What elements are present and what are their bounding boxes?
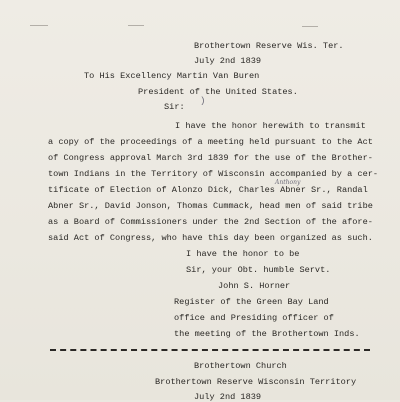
- footer-line-2: Brothertown Reserve Wisconsin Territory: [155, 377, 357, 387]
- body-line-3: of Congress approval March 3rd 1839 for the use of the Brother-: [48, 153, 373, 163]
- closing-line-1: I have the honor to be: [186, 249, 300, 259]
- margin-mark-left: [30, 25, 48, 26]
- dashed-divider: [50, 349, 370, 351]
- letter-date: July 2nd 1839: [194, 56, 262, 66]
- salutation: Sir:: [164, 102, 185, 112]
- body-line-1: I have the honor herewith to transmit: [175, 121, 366, 131]
- signer-title-line-1: Register of the Green Bay Land: [174, 297, 329, 307]
- body-line-5: tificate of Election of Alonzo Dick, Charles Abner Sr., Randal: [48, 185, 368, 195]
- signer-title-line-2: office and Presiding officer of: [174, 313, 334, 323]
- handwritten-interlineation: Anthony: [275, 179, 301, 186]
- closing-line-2: Sir, your Obt. humble Servt.: [186, 265, 331, 275]
- body-line-7: as a Board of Commissioners under the 2nd Section of the afore-: [48, 217, 373, 227]
- footer-line-3: July 2nd 1839: [194, 392, 262, 402]
- body-line-6: Abner Sr., David Jonson, Thomas Cummack, head men of said tribe: [48, 201, 373, 211]
- letter-location: Brothertown Reserve Wis. Ter.: [194, 41, 344, 51]
- body-line-2: a copy of the proceedings of a meeting held pursuant to the Act: [48, 137, 373, 147]
- pencil-tick-mark: ): [200, 96, 206, 106]
- body-line-4: town Indians in the Territory of Wisconsin accompanied by a cer-: [48, 169, 379, 179]
- body-line-8: said Act of Congress, who have this day been organized as such.: [48, 233, 373, 243]
- addressee-line-2: President of the United States.: [138, 87, 298, 97]
- addressee-line-1: To His Excellency Martin Van Buren: [84, 71, 260, 81]
- footer-line-1: Brothertown Church: [194, 361, 287, 371]
- signer-name: John S. Horner: [218, 281, 291, 291]
- signer-title-line-3: the meeting of the Brothertown Inds.: [174, 329, 360, 339]
- margin-mark-center: [128, 25, 144, 26]
- margin-mark-right: [302, 26, 318, 27]
